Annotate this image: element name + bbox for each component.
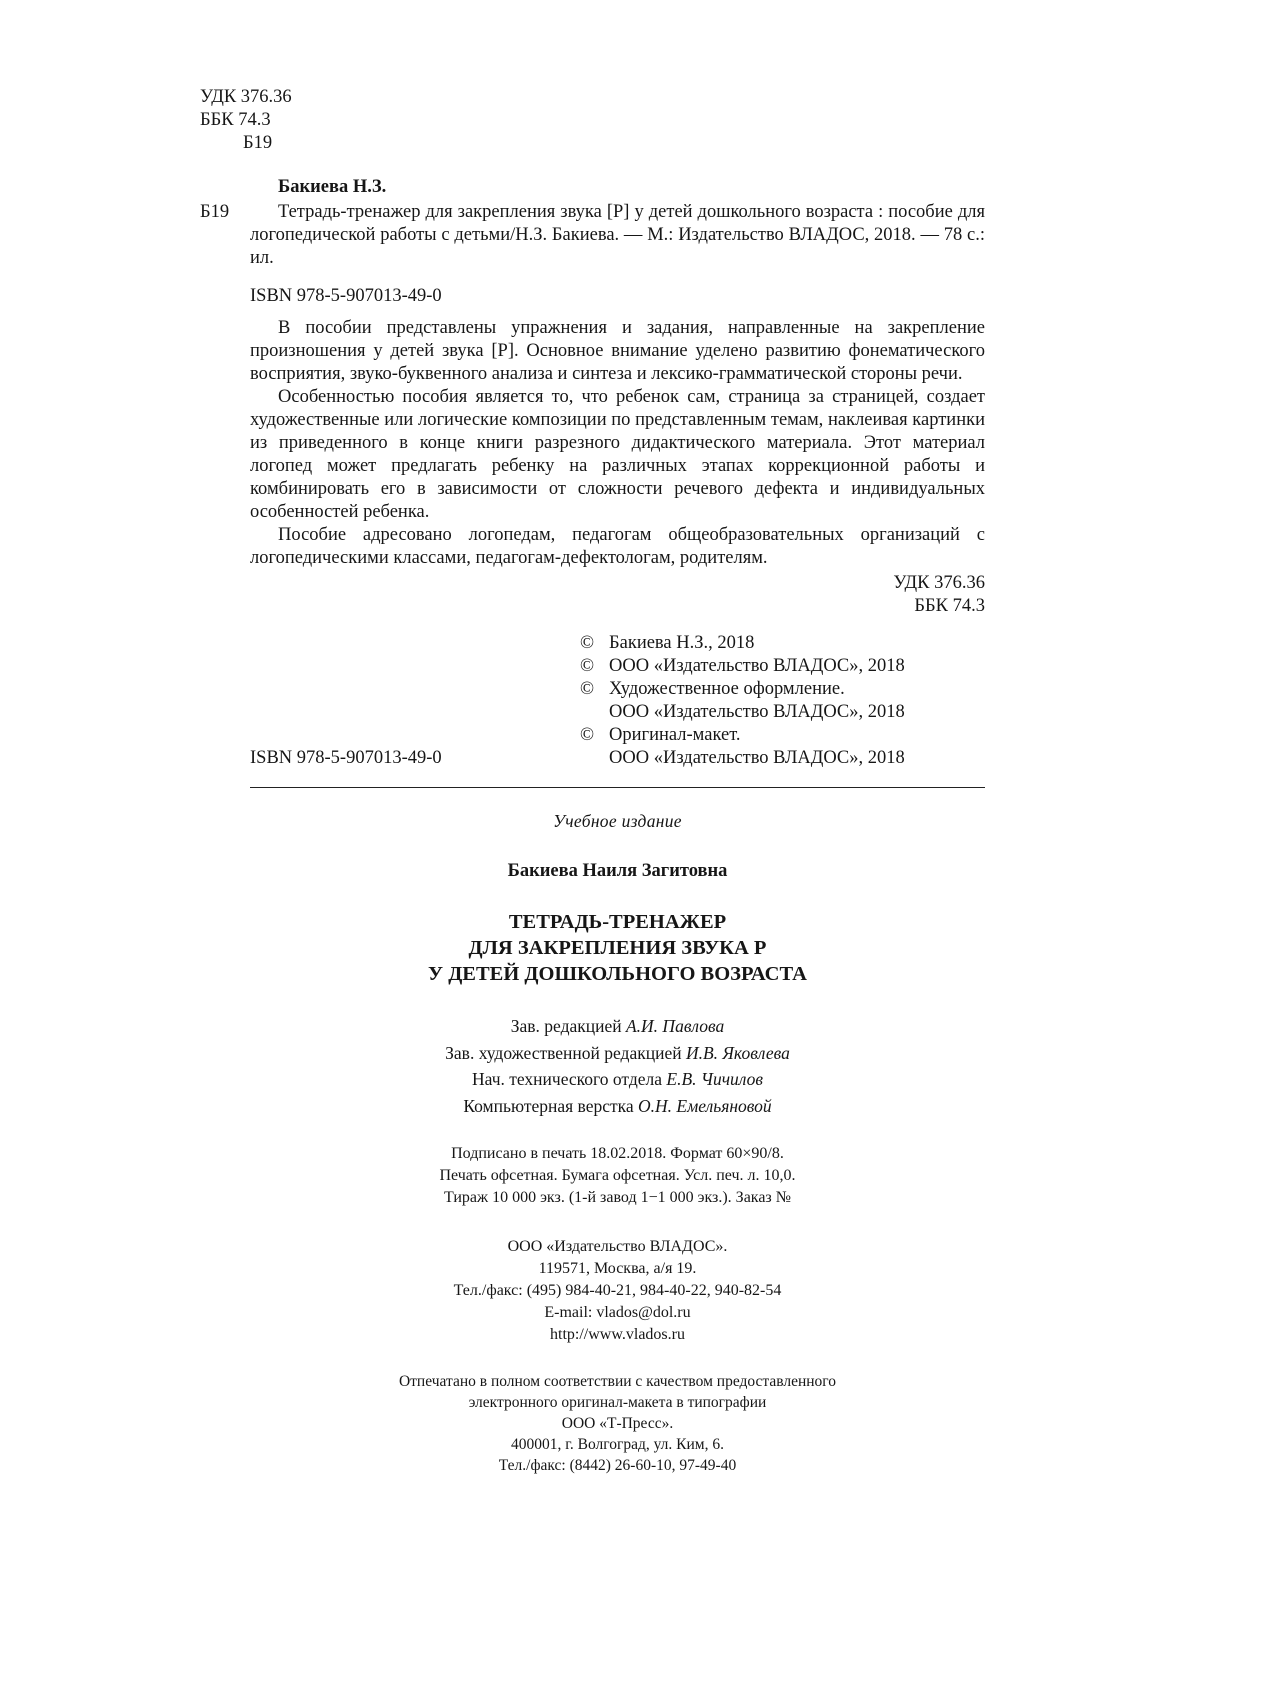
publisher-address: 119571, Москва, а/я 19.	[538, 1260, 697, 1277]
bibliographic-entry	[200, 201, 985, 270]
author-short-heading: Бакиева Н.З.	[278, 177, 387, 197]
annotation-paragraph-2: Особенностью пособия является то, что ребенок сам, страница за страницей, создает художественные или логические композиции по представленным темам, наклеивая картинки из приведенного в конце книги разрезного дидактического материала. Этот материал логопед может предлагать ребенку на различных этапах коррекционной работы и комбинировать его в зависимости от сложности речевого дефекта и индивидуальных особенностей ребенка.	[250, 387, 985, 522]
copyright-line: Бакиева Н.З., 2018	[609, 633, 755, 653]
staff-name: О.Н. Емельяновой	[638, 1095, 772, 1116]
copyright-line: Художественное оформление.	[609, 679, 845, 699]
book-title-line-1: ТЕТРАДЬ-ТРЕНАЖЕР	[508, 911, 727, 933]
classification-codes	[200, 86, 985, 155]
print-run-info	[250, 1143, 985, 1209]
edition-type: Учебное издание	[553, 811, 682, 831]
copyright-entry	[580, 724, 985, 770]
book-title-line-2: ДЛЯ ЗАКРЕПЛЕНИЯ ЗВУКА Р	[468, 937, 767, 959]
staff-role: Зав. редакцией	[510, 1016, 626, 1036]
book-title-line-3: У ДЕТЕЙ ДОШКОЛЬНОГО ВОЗРАСТА	[428, 963, 807, 985]
bbk-code-right: ББК 74.3	[914, 596, 985, 616]
printing-house-info	[250, 1371, 985, 1476]
udk-code-right: УДК 376.36	[893, 573, 985, 593]
publisher-contacts	[250, 1236, 985, 1346]
printer-name: ООО «Т-Пресс».	[561, 1415, 674, 1432]
classification-codes-right	[250, 572, 985, 618]
author-sign-entry: Б19	[200, 202, 230, 222]
editorial-staff	[250, 1013, 985, 1119]
bbk-code-top: ББК 74.3	[200, 110, 271, 130]
staff-name: Е.В. Чичилов	[666, 1069, 763, 1089]
staff-role: Компьютерная верстка	[463, 1095, 639, 1116]
copyright-symbol: ©	[580, 679, 595, 699]
printer-phone: Тел./факс: (8442) 26-60-10, 97-49-40	[498, 1457, 737, 1474]
copyright-line: Оригинал-макет.	[609, 725, 741, 745]
copyright-symbol: ©	[580, 725, 595, 745]
copyright-symbol: ©	[580, 656, 595, 676]
copyright-line: ООО «Издательство ВЛАДОС», 2018	[609, 656, 905, 676]
author-sign-top: Б19	[243, 133, 273, 153]
printer-line: Отпечатано в полном соответствии с качеством предоставленного	[398, 1373, 837, 1390]
staff-name: А.И. Павлова	[625, 1016, 725, 1036]
printer-address: 400001, г. Волгоград, ул. Ким, 6.	[511, 1436, 724, 1453]
staff-line-art-editor	[250, 1040, 985, 1067]
annotation-paragraph-1: В пособии представлены упражнения и задания, направленные на закрепление произношения у детей звука [Р]. Основное внимание уделено развитию фонематического восприятия, звуко-буквенного анализа и синтеза и лексико-грамматической стороны речи.	[250, 318, 985, 384]
copyright-section	[250, 632, 985, 770]
isbn-top: ISBN 978-5-907013-49-0	[250, 286, 442, 306]
staff-role: Нач. технического отдела	[471, 1069, 667, 1089]
copyright-entry	[580, 632, 985, 655]
isbn-bottom: ISBN 978-5-907013-49-0	[250, 748, 442, 768]
staff-role: Зав. художественной редакцией	[445, 1042, 686, 1063]
bibliographic-description: Тетрадь-тренажер для закрепления звука [Р] у детей дошкольного возраста : пособие для логопедической работы с детьми/Н.З. Бакиева. — М.: Издательство ВЛАДОС, 2018. — 78 с.: ил.	[250, 202, 985, 268]
annotation	[250, 317, 985, 570]
staff-line-tech-head	[250, 1066, 985, 1093]
publisher-email: E-mail: vlados@dol.ru	[544, 1304, 691, 1321]
copyright-line-continuation: ООО «Издательство ВЛАДОС», 2018	[609, 748, 905, 768]
print-info-line: Печать офсетная. Бумага офсетная. Усл. печ. л. 10,0.	[439, 1167, 796, 1184]
print-info-line: Подписано в печать 18.02.2018. Формат 60×90/8.	[451, 1145, 784, 1162]
staff-line-layout	[250, 1093, 985, 1120]
publisher-name: ООО «Издательство ВЛАДОС».	[507, 1238, 728, 1255]
copyright-line-continuation: ООО «Издательство ВЛАДОС», 2018	[609, 702, 905, 722]
publisher-phone: Тел./факс: (495) 984-40-21, 984-40-22, 940-82-54	[453, 1282, 782, 1299]
staff-line-editor	[250, 1013, 985, 1040]
publisher-website: http://www.vlados.ru	[550, 1326, 685, 1343]
author-full-name: Бакиева Наиля Загитовна	[507, 861, 728, 881]
divider-rule	[250, 787, 985, 788]
udk-code-top: УДК 376.36	[200, 87, 292, 107]
copyright-symbol: ©	[580, 633, 595, 653]
print-info-line: Тираж 10 000 экз. (1-й завод 1−1 000 экз.). Заказ №	[443, 1189, 792, 1206]
copyright-entries	[580, 632, 985, 770]
staff-name: И.В. Яковлева	[685, 1042, 790, 1063]
printer-line: электронного оригинал-макета в типографии	[468, 1394, 767, 1411]
copyright-entry	[580, 678, 985, 724]
annotation-paragraph-3: Пособие адресовано логопедам, педагогам общеобразовательных организаций с логопедическими классами, педагогам-дефектологам, родителям.	[250, 525, 985, 568]
book-title	[250, 909, 985, 987]
copyright-entry	[580, 655, 985, 678]
